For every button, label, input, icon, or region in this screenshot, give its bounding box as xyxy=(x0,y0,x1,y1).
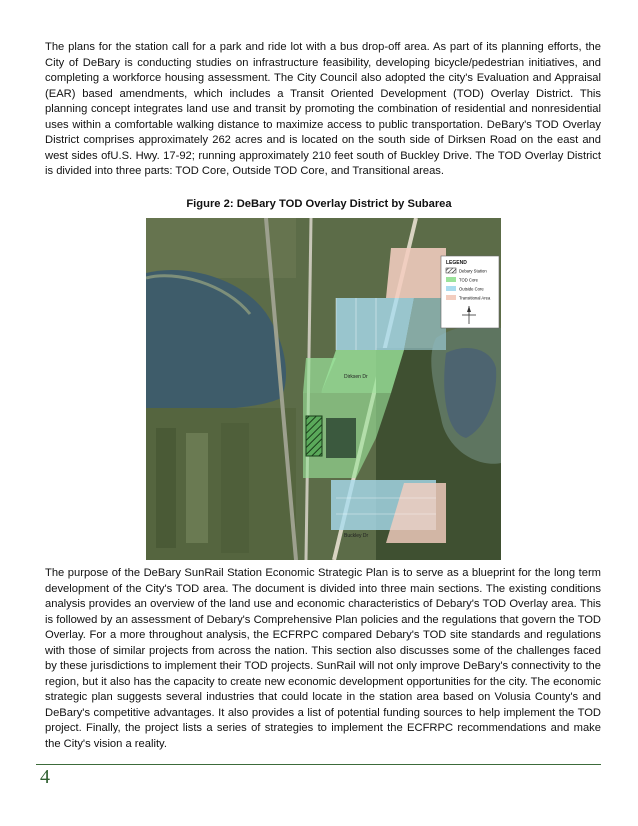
aerial-map-svg xyxy=(146,218,501,560)
page-number: 4 xyxy=(40,766,50,788)
purpose-paragraph: The purpose of the DeBary SunRail Station Economic Strategic Plan is to serve as a blueprint for the long term development of the City's TOD area. The document is divided into three main sections. The existing conditions analysis provides an overview of the land use and economic characteristics of Debary's TOD Overlay area. This is followed by an assessment of Debary's Comprehensive Plan policies and the regulations that govern the TOD Overlay. For a more throughout analysis, the ECFRPC compared Debary's TOD site standards and regulations with those of similar projects from across the nation. This section also discusses some of the challenges faced by these jurisdictions to implement their TOD projects. SunRail will not only improve DeBary's connectivity to the region, but it also has the capacity to create new economic development opportunities for the city. The economic strategic plan suggests several industries that could locate in the station area based on Volusia County's and DeBary's competitive advantages. It also provides a list of potential funding sources to help implement the TOD project. Finally, the project lists a series of strategies to implement the ECFRPC recommendations and make the City's vision a reality. xyxy=(45,567,601,750)
intro-paragraph: The plans for the station call for a park and ride lot with a bus drop-off area. As part of its planning efforts, the City of DeBary is conducting studies on infrastructure feasibility, developing bicycle/pedestrian initiatives, and completing a workforce housing assessment. The City Council also adopted the city's Evaluation and Appraisal (EAR) based amendments, which includes a Transit Oriented Development (TOD) Overlay District. This planning concept integrates land use and transit by promoting the combination of residential and nonresidential uses within a comfortable walking distance to maximize access to public transportation. DeBary's TOD Overlay District comprises approximately 262 acres and is located on the south side of Dirksen Road on the east and west sides ofU.S. Hwy. 17-92; running approximately 210 feet south of Buckley Drive. The TOD Overlay District is divided into three parts: TOD Core, Outside TOD Core, and Transitional areas. xyxy=(45,41,601,177)
terrain-north xyxy=(146,218,296,278)
legend-swatch-tod-core xyxy=(446,277,456,282)
legend-swatch-outside-core xyxy=(446,286,456,291)
figure-caption: Figure 2: DeBary TOD Overlay District by Subarea xyxy=(186,198,452,210)
legend-title: LEGEND xyxy=(446,260,467,266)
legend-swatch-station xyxy=(446,268,456,273)
transitional-area-north xyxy=(386,248,446,298)
map-legend xyxy=(441,256,499,328)
outside-core-north xyxy=(336,298,414,350)
legend-label-station: Debary Station xyxy=(459,268,487,274)
legend-label-tod-core: TOD Core xyxy=(459,277,479,283)
aerial-map xyxy=(146,218,501,560)
legend-label-transitional: Transitional Area xyxy=(459,295,491,301)
debary-station-area xyxy=(306,416,322,456)
road-label-1: Dirksen Dr xyxy=(344,374,368,380)
footer-rule xyxy=(36,764,601,765)
legend-label-outside-core: Outside Core xyxy=(459,286,484,292)
legend-swatch-transitional xyxy=(446,295,456,300)
road-label-2: Buckley Dr xyxy=(344,533,369,539)
